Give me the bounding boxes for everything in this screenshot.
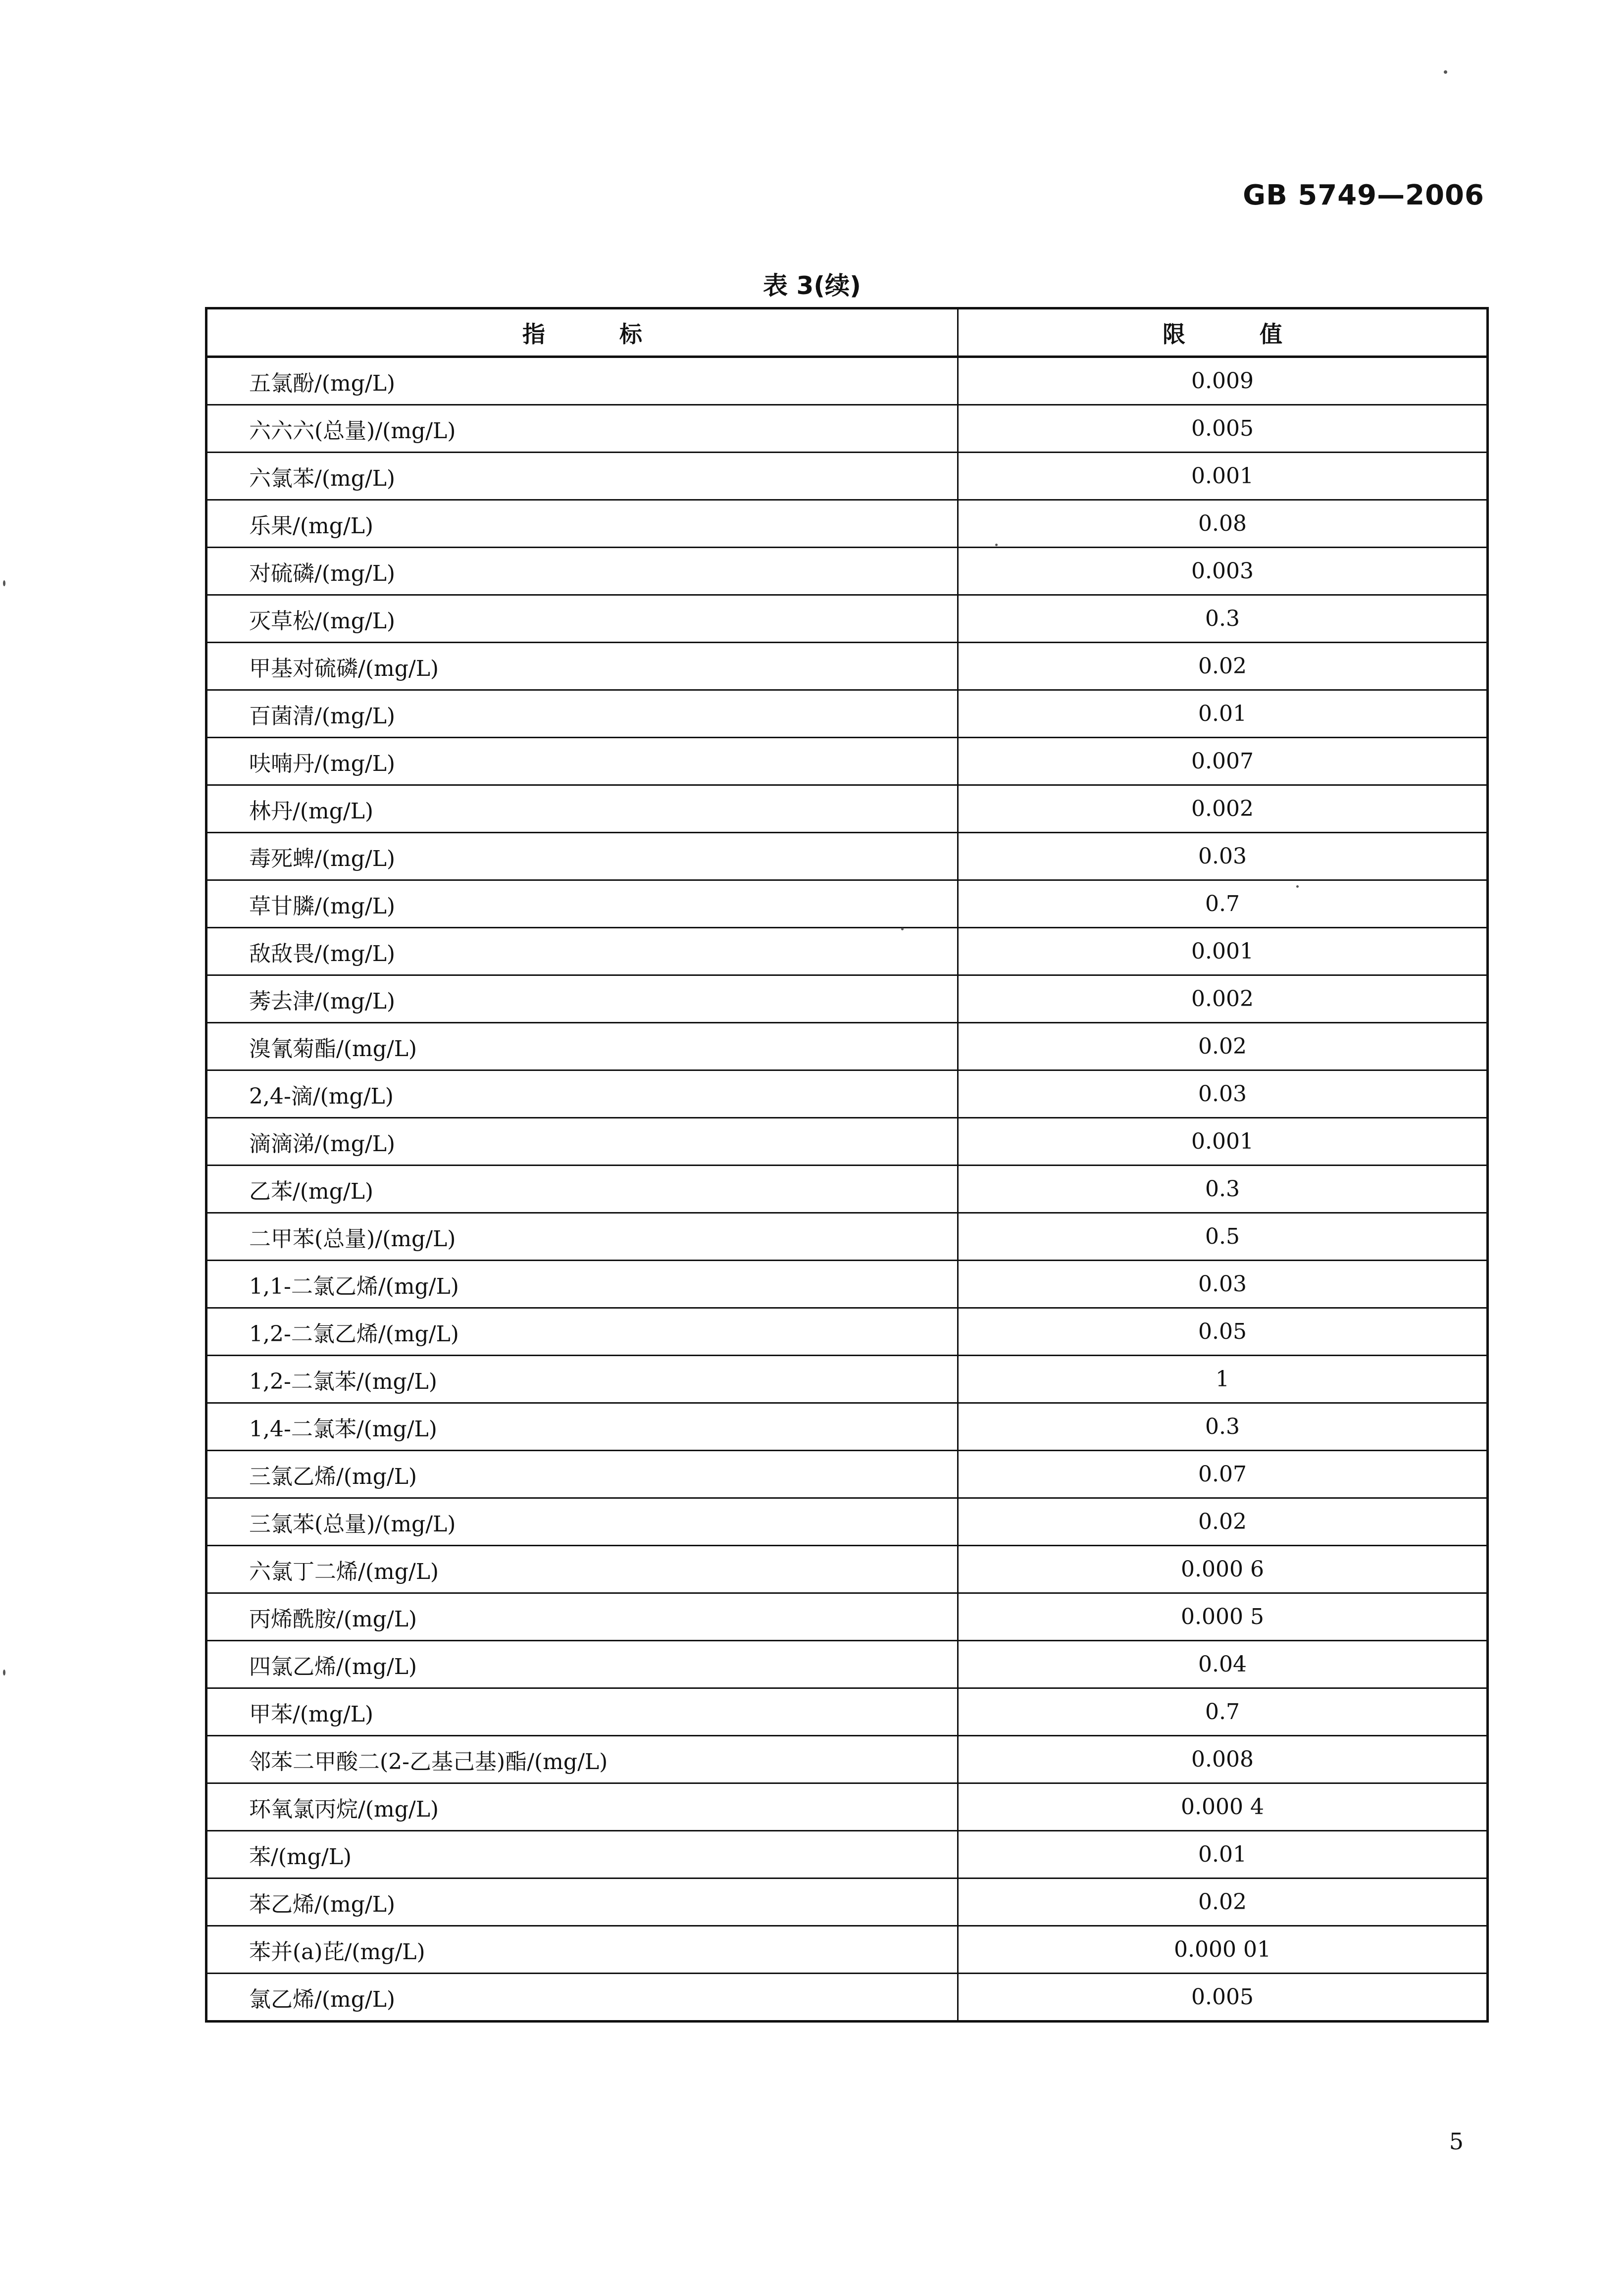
indicator-cell: 灭草松/(mg/L): [206, 595, 958, 643]
limit-cell: 1: [958, 1356, 1488, 1403]
indicator-cell: 二甲苯(总量)/(mg/L): [206, 1213, 958, 1261]
limit-cell: 0.008: [958, 1736, 1488, 1783]
limit-cell: 0.002: [958, 975, 1488, 1023]
limit-cell: 0.01: [958, 690, 1488, 738]
table-row: [206, 357, 1488, 405]
indicator-cell: 1,2-二氯乙烯/(mg/L): [206, 1308, 958, 1356]
indicator-cell: 对硫磷/(mg/L): [206, 548, 958, 595]
indicator-cell: 邻苯二甲酸二(2-乙基己基)酯/(mg/L): [206, 1736, 958, 1783]
limit-cell: 0.005: [958, 405, 1488, 453]
table-row: [206, 833, 1488, 880]
indicator-cell: 氯乙烯/(mg/L): [206, 1974, 958, 2022]
table-row: [206, 1926, 1488, 1974]
scan-speck: [1296, 885, 1299, 888]
table-row: [206, 1023, 1488, 1070]
table-row: [206, 1593, 1488, 1641]
limit-cell: 0.000 4: [958, 1783, 1488, 1831]
table-row: [206, 1356, 1488, 1403]
table-row: [206, 1974, 1488, 2022]
table-row: [206, 1118, 1488, 1166]
table-row: [206, 453, 1488, 500]
table-row: [206, 1498, 1488, 1546]
indicator-cell: 丙烯酰胺/(mg/L): [206, 1593, 958, 1641]
indicator-cell: 甲基对硫磷/(mg/L): [206, 643, 958, 690]
limit-cell: 0.7: [958, 1688, 1488, 1736]
table-row: [206, 1736, 1488, 1783]
indicator-cell: 苯乙烯/(mg/L): [206, 1878, 958, 1926]
indicator-cell: 乐果/(mg/L): [206, 500, 958, 548]
table-body: [206, 357, 1488, 2022]
limit-cell: 0.000 5: [958, 1593, 1488, 1641]
indicator-cell: 乙苯/(mg/L): [206, 1166, 958, 1213]
limit-cell: 0.5: [958, 1213, 1488, 1261]
limit-cell: 0.7: [958, 880, 1488, 928]
indicator-cell: 莠去津/(mg/L): [206, 975, 958, 1023]
indicator-cell: 毒死蜱/(mg/L): [206, 833, 958, 880]
indicator-cell: 林丹/(mg/L): [206, 785, 958, 833]
limit-cell: 0.07: [958, 1451, 1488, 1498]
table-row: [206, 785, 1488, 833]
table-row: [206, 1641, 1488, 1688]
indicator-cell: 百菌清/(mg/L): [206, 690, 958, 738]
indicator-cell: 草甘膦/(mg/L): [206, 880, 958, 928]
indicator-cell: 三氯苯(总量)/(mg/L): [206, 1498, 958, 1546]
indicator-cell: 三氯乙烯/(mg/L): [206, 1451, 958, 1498]
scan-speck: [995, 544, 998, 546]
indicator-cell: 2,4-滴/(mg/L): [206, 1070, 958, 1118]
table-row: [206, 1166, 1488, 1213]
table-row: [206, 1308, 1488, 1356]
table-row: [206, 405, 1488, 453]
limit-cell: 0.02: [958, 1498, 1488, 1546]
limit-cell: 0.02: [958, 1023, 1488, 1070]
table-row: [206, 1831, 1488, 1878]
limit-cell: 0.08: [958, 500, 1488, 548]
table-header-row: [206, 308, 1488, 357]
limit-cell: 0.03: [958, 833, 1488, 880]
scan-speck: [3, 580, 5, 586]
limits-table: [205, 307, 1489, 2023]
table-row: [206, 1688, 1488, 1736]
table-row: [206, 548, 1488, 595]
limit-cell: 0.3: [958, 595, 1488, 643]
indicator-cell: 滴滴涕/(mg/L): [206, 1118, 958, 1166]
table-row: [206, 928, 1488, 975]
indicator-cell: 四氯乙烯/(mg/L): [206, 1641, 958, 1688]
limit-cell: 0.02: [958, 1878, 1488, 1926]
table-row: [206, 975, 1488, 1023]
table-row: [206, 643, 1488, 690]
indicator-cell: 六氯丁二烯/(mg/L): [206, 1546, 958, 1593]
scan-speck: [3, 1670, 5, 1675]
limit-cell: 0.04: [958, 1641, 1488, 1688]
indicator-cell: 五氯酚/(mg/L): [206, 357, 958, 405]
table-row: [206, 1546, 1488, 1593]
limit-cell: 0.000 6: [958, 1546, 1488, 1593]
limit-cell: 0.01: [958, 1831, 1488, 1878]
indicator-cell: 敌敌畏/(mg/L): [206, 928, 958, 975]
limit-cell: 0.001: [958, 928, 1488, 975]
table-row: [206, 738, 1488, 785]
table-caption: 表 3(续): [763, 271, 861, 300]
indicator-cell: 溴氰菊酯/(mg/L): [206, 1023, 958, 1070]
table-row: [206, 1403, 1488, 1451]
page-number: 5: [1449, 2128, 1464, 2155]
indicator-cell: 苯并(a)芘/(mg/L): [206, 1926, 958, 1974]
table-row: [206, 690, 1488, 738]
standard-number: GB 5749—2006: [1243, 179, 1484, 211]
limit-cell: 0.02: [958, 643, 1488, 690]
limit-cell: 0.05: [958, 1308, 1488, 1356]
limit-cell: 0.003: [958, 548, 1488, 595]
indicator-cell: 1,4-二氯苯/(mg/L): [206, 1403, 958, 1451]
indicator-cell: 1,1-二氯乙烯/(mg/L): [206, 1261, 958, 1308]
limit-cell: 0.005: [958, 1974, 1488, 2022]
indicator-cell: 环氧氯丙烷/(mg/L): [206, 1783, 958, 1831]
limit-cell: 0.3: [958, 1403, 1488, 1451]
limit-cell: 0.03: [958, 1261, 1488, 1308]
table-row: [206, 1213, 1488, 1261]
table-row: [206, 595, 1488, 643]
limit-cell: 0.000 01: [958, 1926, 1488, 1974]
indicator-cell: 甲苯/(mg/L): [206, 1688, 958, 1736]
indicator-cell: 苯/(mg/L): [206, 1831, 958, 1878]
limit-cell: 0.009: [958, 357, 1488, 405]
indicator-cell: 六六六(总量)/(mg/L): [206, 405, 958, 453]
indicator-cell: 呋喃丹/(mg/L): [206, 738, 958, 785]
table-row: [206, 880, 1488, 928]
limit-cell: 0.03: [958, 1070, 1488, 1118]
limit-cell: 0.001: [958, 453, 1488, 500]
table-row: [206, 1261, 1488, 1308]
indicator-cell: 1,2-二氯苯/(mg/L): [206, 1356, 958, 1403]
table-row: [206, 1451, 1488, 1498]
scan-speck: [1444, 70, 1447, 74]
limit-cell: 0.001: [958, 1118, 1488, 1166]
table-row: [206, 1878, 1488, 1926]
limit-cell: 0.002: [958, 785, 1488, 833]
table-row: [206, 1783, 1488, 1831]
column-header-indicator: 指标: [206, 308, 958, 357]
limit-cell: 0.3: [958, 1166, 1488, 1213]
scan-speck: [901, 928, 904, 930]
limit-cell: 0.007: [958, 738, 1488, 785]
table-row: [206, 500, 1488, 548]
column-header-limit: 限值: [958, 308, 1488, 357]
indicator-cell: 六氯苯/(mg/L): [206, 453, 958, 500]
table-row: [206, 1070, 1488, 1118]
